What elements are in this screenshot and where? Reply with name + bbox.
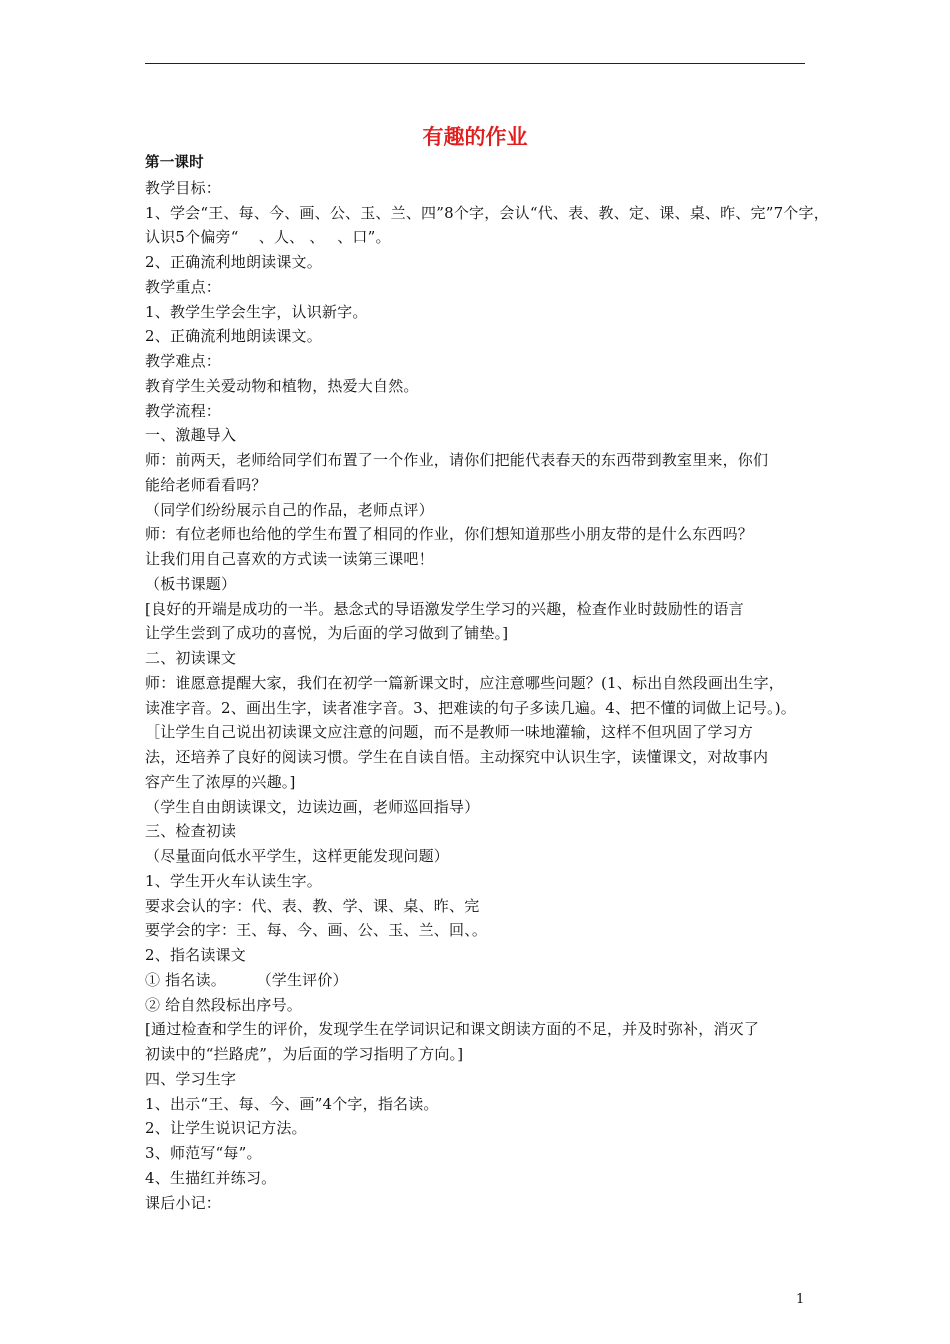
header-rule [145,63,805,64]
text-line: 教学重点： [145,277,222,296]
text-line: 一、激趣导入 [145,426,237,445]
text-line: 2、指名读课文 [145,946,246,964]
text-line: ① 指名读。 （学生评价） [145,970,348,989]
text-line: 1、学生开火车认读生字。 [145,871,322,890]
text-line: 教学难点： [145,352,222,370]
text-line: 2、让学生说识记方法。 [145,1119,307,1138]
text-line: 三、检查初读 [145,822,237,841]
text-line: 1、出示“王、每、今、画”4个字，指名读。 [145,1094,439,1113]
text-line: 初读中的“拦路虎”，为后面的学习指明了方向。] [145,1045,464,1063]
text-line: 认识5个偏旁“ 、人、 、 、口”。 [145,228,391,247]
text-line: 容产生了浓厚的兴趣。] [145,772,296,791]
text-line: 4、生描红并练习。 [145,1168,277,1187]
text-line: [通过检查和学生的评价，发现学生在学词识记和课文朗读方面的不足，并及时弥补，消灭了 [145,1020,760,1039]
section-heading: 第一课时 [145,155,204,171]
text-line: （板书课题） [145,574,237,593]
text-line: 课后小记： [145,1193,222,1212]
text-line: （同学们纷纷展示自己的作品，老师点评） [145,500,434,519]
text-line: 法，还培养了良好的阅读习惯。学生在自读自悟。主动探究中认识生字，读懂课文，对故事内 [145,748,769,766]
text-line: 2、正确流利地朗读课文。 [145,253,322,271]
text-line: ［让学生自己说出初读课文应注意的问题，而不是教师一味地灌输，这样不但巩固了学习方 [145,723,754,742]
page-number: 1 [796,1292,805,1307]
text-line: 要学会的字：王、每、今、画、公、玉、兰、回、。 [145,921,488,940]
document-body [145,151,829,1215]
text-line: 2、正确流利地朗读课文。 [145,327,322,346]
text-line: 教学目标： [145,178,222,197]
text-line: 二、初读课文 [145,649,237,667]
text-line: ② 给自然段标出序号。 [145,995,302,1014]
text-line: 四、学习生字 [145,1069,237,1088]
text-line: （尽量面向低水平学生，这样更能发现问题） [145,847,450,865]
text-line: 师：有位老师也给他的学生布置了相同的作业，你们想知道那些小朋友带的是什么东西吗？ [145,525,754,544]
text-line: （学生自由朗读课文，边读边画，老师巡回指导） [145,797,480,816]
text-line: 能给老师看看吗？ [145,475,267,494]
text-line: 1、学会“王、每、今、画、公、玉、兰、四”8个字，会认“代、表、教、定、课、桌、昨、完”7个字， [145,203,829,222]
text-line: 师：前两天，老师给同学们布置了一个作业，请你们把能代表春天的东西带到教室里来，你们 [145,451,769,469]
text-line: 教学流程： [145,401,222,420]
text-line: 让学生尝到了成功的喜悦，为后面的学习做到了铺垫。] [145,624,509,643]
text-line: 让我们用自己喜欢的方式读一读第三课吧！ [145,550,434,568]
text-line: 教育学生关爱动物和植物，热爱大自然。 [145,376,419,395]
text-line: 要求会认的字：代、表、教、学、课、桌、昨、完 [145,896,480,915]
text-line: 3、师范写“每”。 [145,1144,262,1162]
text-line: 读准字音。2、画出生字，读者准字音。3、把难读的句子多读几遍。4、把不懂的词做上记号。)。 [145,698,796,717]
text-line: 师：谁愿意提醒大家，我们在初学一篇新课文时，应注意哪些问题？(1、标出自然段画出生字， [145,673,784,692]
text-line: 1、教学生学会生字，认识新字。 [145,302,368,321]
text-line: [良好的开端是成功的一半。悬念式的导语激发学生学习的兴趣，检查作业时鼓励性的语言 [145,599,744,618]
document-title: 有趣的作业 [422,125,528,149]
